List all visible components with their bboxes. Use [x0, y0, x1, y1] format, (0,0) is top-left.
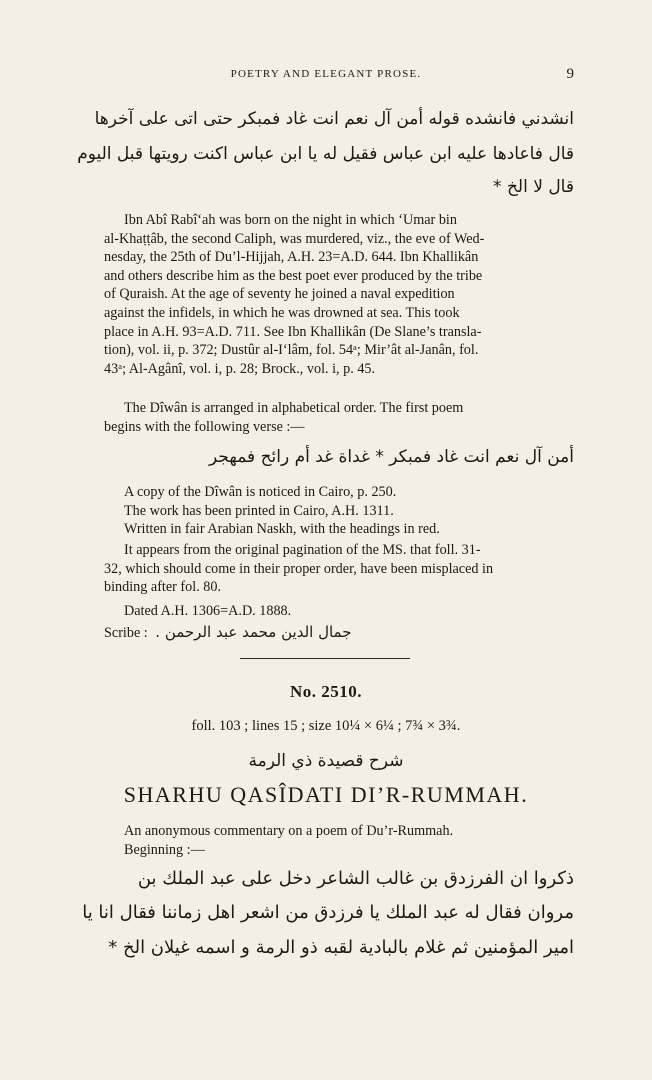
bio-line: 43ᵃ; Al-Agânî, vol. i, p. 28; Brock., vol. i, p. 45. — [104, 360, 376, 377]
section-divider — [240, 658, 410, 659]
scribe-arabic-name: جمال الدين محمد عبد الرحمن . — [155, 623, 352, 641]
arabic-first-verse: أمن آل نعم انت غاد فمبكر * غداة غد أم رائح فمهجر — [209, 447, 574, 467]
bio-line: al-Khaṭṭâb, the second Caliph, was murdered, viz., the eve of Wed- — [104, 230, 485, 247]
pagination-line: binding after fol. 80. — [104, 579, 222, 596]
arabic-beginning-line-2: مروان فقال له عبد الملك يا فرزدق من اشعر اهل زماننا فقال انا يا — [82, 902, 574, 923]
arabic-quote-line-2: قال فاعادها عليه ابن عباس فقيل له يا ابن عباس اكنت رويتها قبل اليوم — [77, 144, 574, 164]
note-line: Written in fair Arabian Naskh, with the headings in red. — [124, 521, 440, 538]
diwan-line: begins with the following verse :— — [104, 418, 305, 435]
bio-line: of Quraish. At the age of seventy he joined a naval expedition — [104, 286, 455, 303]
bio-line: nesday, the 25th of Du’l-Hijjah, A.H. 23=A.D. 644. Ibn Khallikân — [104, 249, 479, 266]
entry-number: No. 2510. — [289, 682, 363, 701]
bio-line: Ibn Abî Rabî‘ah was born on the night in which ‘Umar bin — [124, 212, 457, 228]
arabic-beginning-line-1: ذكروا ان الفرزدق بن غالب الشاعر دخل على عبد الملك بن — [137, 868, 574, 889]
bio-line: against the infidels, in which he was drowned at sea. This took — [104, 304, 460, 321]
scribe-line — [104, 623, 576, 643]
notes-block — [104, 483, 576, 539]
description-block — [104, 822, 576, 859]
arabic-quote-line-1: انشدني فانشده قوله أمن آل نعم انت غاد فمبكر حتى اتى على آخرها — [94, 109, 574, 129]
running-title: POETRY AND ELEGANT PROSE. — [230, 68, 422, 80]
description-text: An anonymous commentary on a poem of Du’r-Rummah. — [124, 823, 454, 839]
arabic-beginning-line-3: امير المؤمنين ثم غلام بالبادية لقبه ذو الرمة و اسمه غيلان الخ * — [108, 937, 574, 958]
work-title: SHARHU QASÎDATI DI’R-RUMMAH. — [123, 782, 529, 807]
note-line: A copy of the Dîwân is noticed in Cairo, p. 250. — [124, 484, 397, 500]
beginning-label: Beginning :— — [124, 841, 205, 858]
diwan-line: The Dîwân is arranged in alphabetical order. The first poem — [124, 400, 464, 416]
collation-line: foll. 103 ; lines 15 ; size 10¼ × 6¼ ; 7¾ × 3¾. — [191, 718, 461, 734]
diwan-paragraph — [104, 399, 576, 436]
dated-line — [104, 602, 576, 621]
dated-text: Dated A.H. 1306=A.D. 1888. — [124, 603, 292, 619]
page-number: 9 — [566, 66, 574, 82]
scribe-label: Scribe : — [104, 625, 148, 641]
bio-line: and others describe him as the best poet ever produced by the tribe — [104, 267, 483, 284]
pagination-line: It appears from the original pagination of the MS. that foll. 31- — [124, 542, 481, 558]
bio-line: place in A.H. 93=A.D. 711. See Ibn Khallikân (De Slane’s transla- — [104, 323, 482, 340]
biography-paragraph — [104, 211, 576, 378]
pagination-paragraph — [104, 541, 576, 597]
pagination-line: 32, which should come in their proper order, have been misplaced in — [104, 560, 494, 577]
arabic-title: شرح قصيدة ذي الرمة — [248, 751, 404, 771]
bio-line: tion), vol. ii, p. 372; Dustûr al-I‘lâm, fol. 54ᵃ; Mir’ât al-Janân, fol. — [104, 342, 479, 359]
arabic-quote-line-3: قال لا الخ * — [493, 177, 574, 197]
note-line: The work has been printed in Cairo, A.H. 1311. — [124, 502, 394, 519]
